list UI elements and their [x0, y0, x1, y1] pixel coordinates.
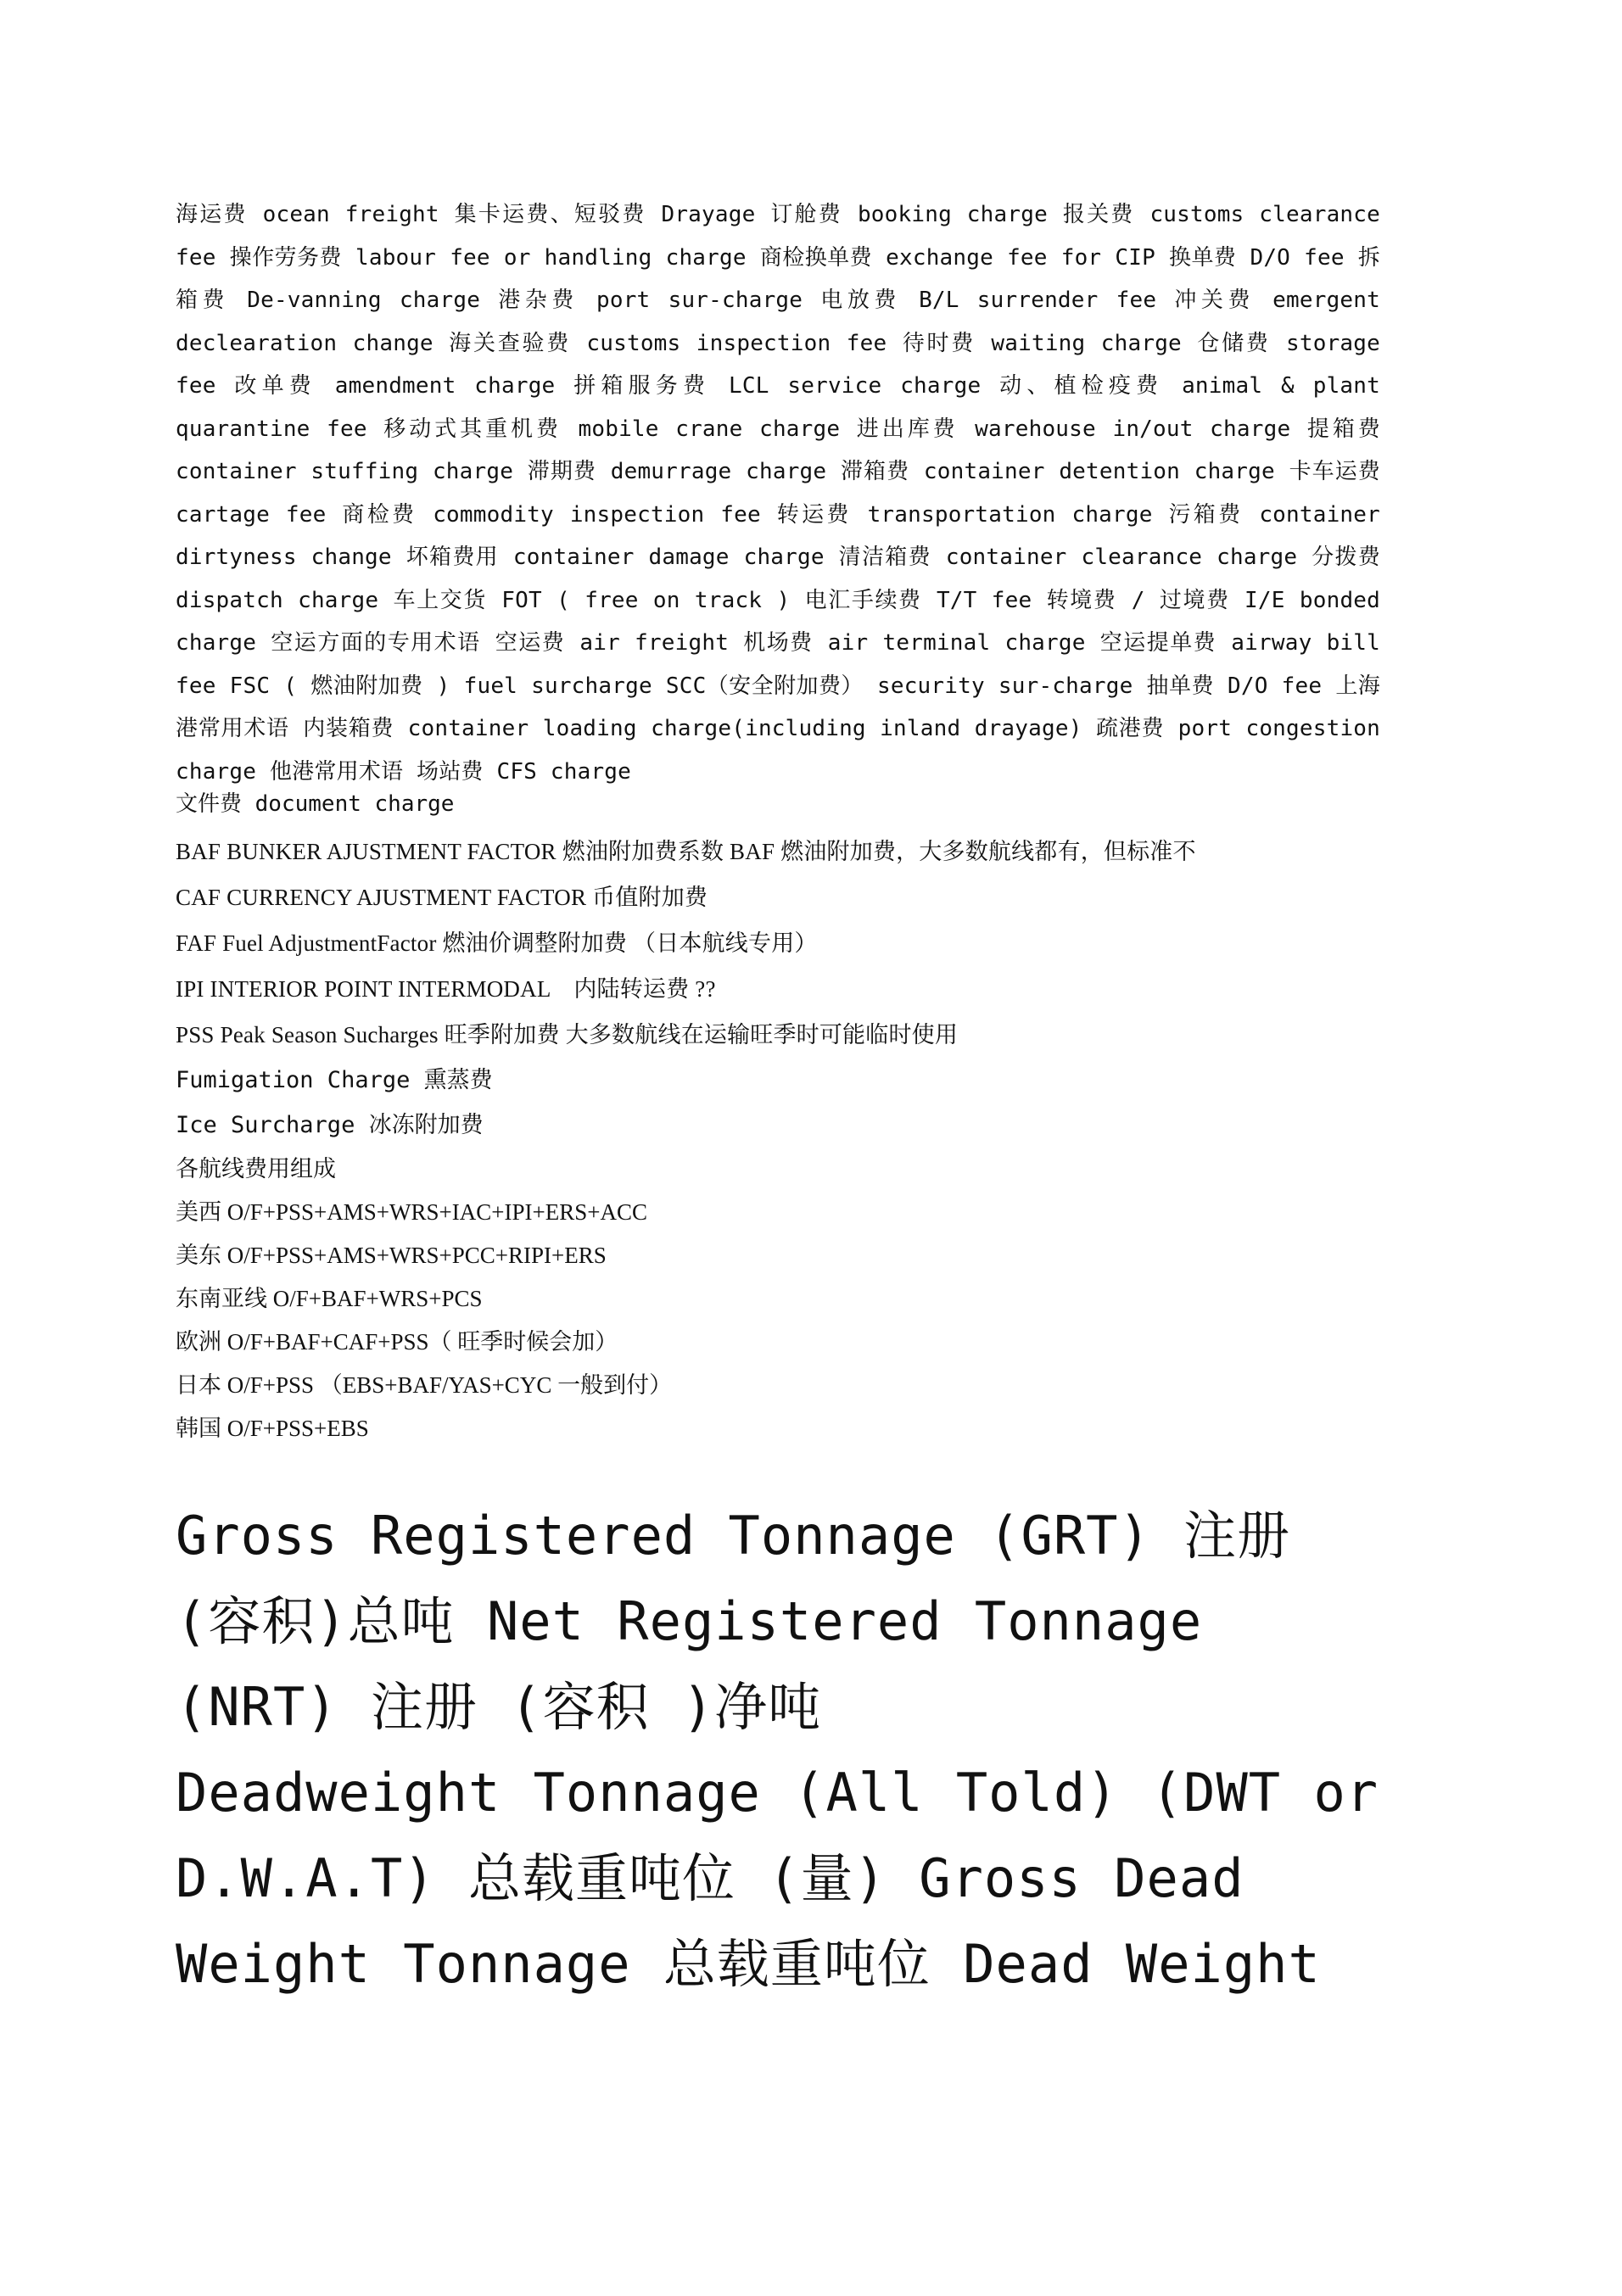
document-charge-line: 文件费 document charge [176, 791, 455, 817]
tonnage-row-6: Weight Tonnage 总载重吨位 Dead Weight [176, 1933, 1321, 1995]
tonnage-row-2: (容积)总吨 Net Registered Tonnage [176, 1590, 1203, 1652]
tonnage-row-3: (NRT) 注册 (容积 )净吨 [176, 1676, 822, 1738]
route-korea: 韩国 O/F+PSS+EBS [176, 1416, 369, 1441]
caf-line: CAF CURRENCY AJUSTMENT FACTOR 币值附加费 [176, 885, 708, 910]
tonnage-definitions [176, 1493, 1379, 2007]
document-page [176, 193, 1380, 2007]
tonnage-row-4: Deadweight Tonnage (All Told) (DWT or [176, 1762, 1379, 1824]
pss-line: PSS Peak Season Sucharges 旺季附加费 大多数航线在运输旺季时可能临时使用 [176, 1022, 959, 1047]
tonnage-row-5: D.W.A.T) 总载重吨位 (量) Gross Dead [176, 1847, 1244, 1909]
routes-heading: 各航线费用组成 [176, 1156, 336, 1182]
ipi-line: IPI INTERIOR POINT INTERMODAL 内陆转运费 ?? [176, 976, 716, 1002]
fumigation-line: Fumigation Charge 熏蒸费 [176, 1067, 493, 1093]
freight-charges-glossary: 海运费 ocean freight 集卡运费、短驳费 Drayage 订舱费 booking charge 报关费 customs clearance fee 操作劳务费 labour fee or handling charge 商检换单费 exchange fee for CIP 换单费 D/O fee 拆箱费 De-vanning charge 港杂费 port sur-charge 电放费 B/L surrender fee 冲关费 emergent declearation change 海关查验费 customs inspection fee 待时费 waiting charge 仓储费 storage fee 改单费 amendment charge 拼箱服务费 LCL service charge 动、植检疫费 animal & plant quarantine fee 移动式其重机费 mobile crane charge 进出库费 warehouse in/out charge 提箱费 container stuffing charge 滞期费 demurrage charge 滞箱费 container detention charge 卡车运费 cartage fee 商检费 commodity inspection fee 转运费 transportation charge 污箱费 container dirtyness change 坏箱费用 container damage charge 清洁箱费 container clearance charge 分拨费 dispatch charge 车上交货 FOT ( free on track ) 电汇手续费 T/T fee 转境费 / 过境费 I/E bonded charge 空运方面的专用术语 空运费 air freight 机场费 air terminal charge 空运提单费 airway bill fee FSC ( 燃油附加费 ) fuel surcharge SCC（安全附加费） security sur-charge 抽单费 D/O fee 上海港常用术语 内装箱费 container loading charge(including inland drayage) 疏港费 port congestion charge 他港常用术语 场站费 CFS charge [176, 202, 1380, 785]
ice-surcharge-line: Ice Surcharge 冰冻附加费 [176, 1112, 484, 1138]
baf-line: BAF BUNKER AJUSTMENT FACTOR 燃油附加费系数 BAF 燃油附加费，大多数航线都有，但标准不 [176, 839, 1196, 864]
route-southeast-asia: 东南亚线 O/F+BAF+WRS+PCS [176, 1286, 483, 1311]
route-us-east: 美东 O/F+PSS+AMS+WRS+PCC+RIPI+ERS [176, 1243, 607, 1268]
route-europe: 欧洲 O/F+BAF+CAF+PSS（ 旺季时候会加） [176, 1329, 618, 1355]
route-us-west: 美西 O/F+PSS+AMS+WRS+IAC+IPI+ERS+ACC [176, 1199, 647, 1225]
faf-line: FAF Fuel AdjustmentFactor 燃油价调整附加费 （日本航线专用） [176, 930, 818, 956]
tonnage-row-1: Gross Registered Tonnage (GRT) 注册 [176, 1505, 1291, 1567]
route-japan: 日本 O/F+PSS （EBS+BAF/YAS+CYC 一般到付） [176, 1372, 673, 1398]
